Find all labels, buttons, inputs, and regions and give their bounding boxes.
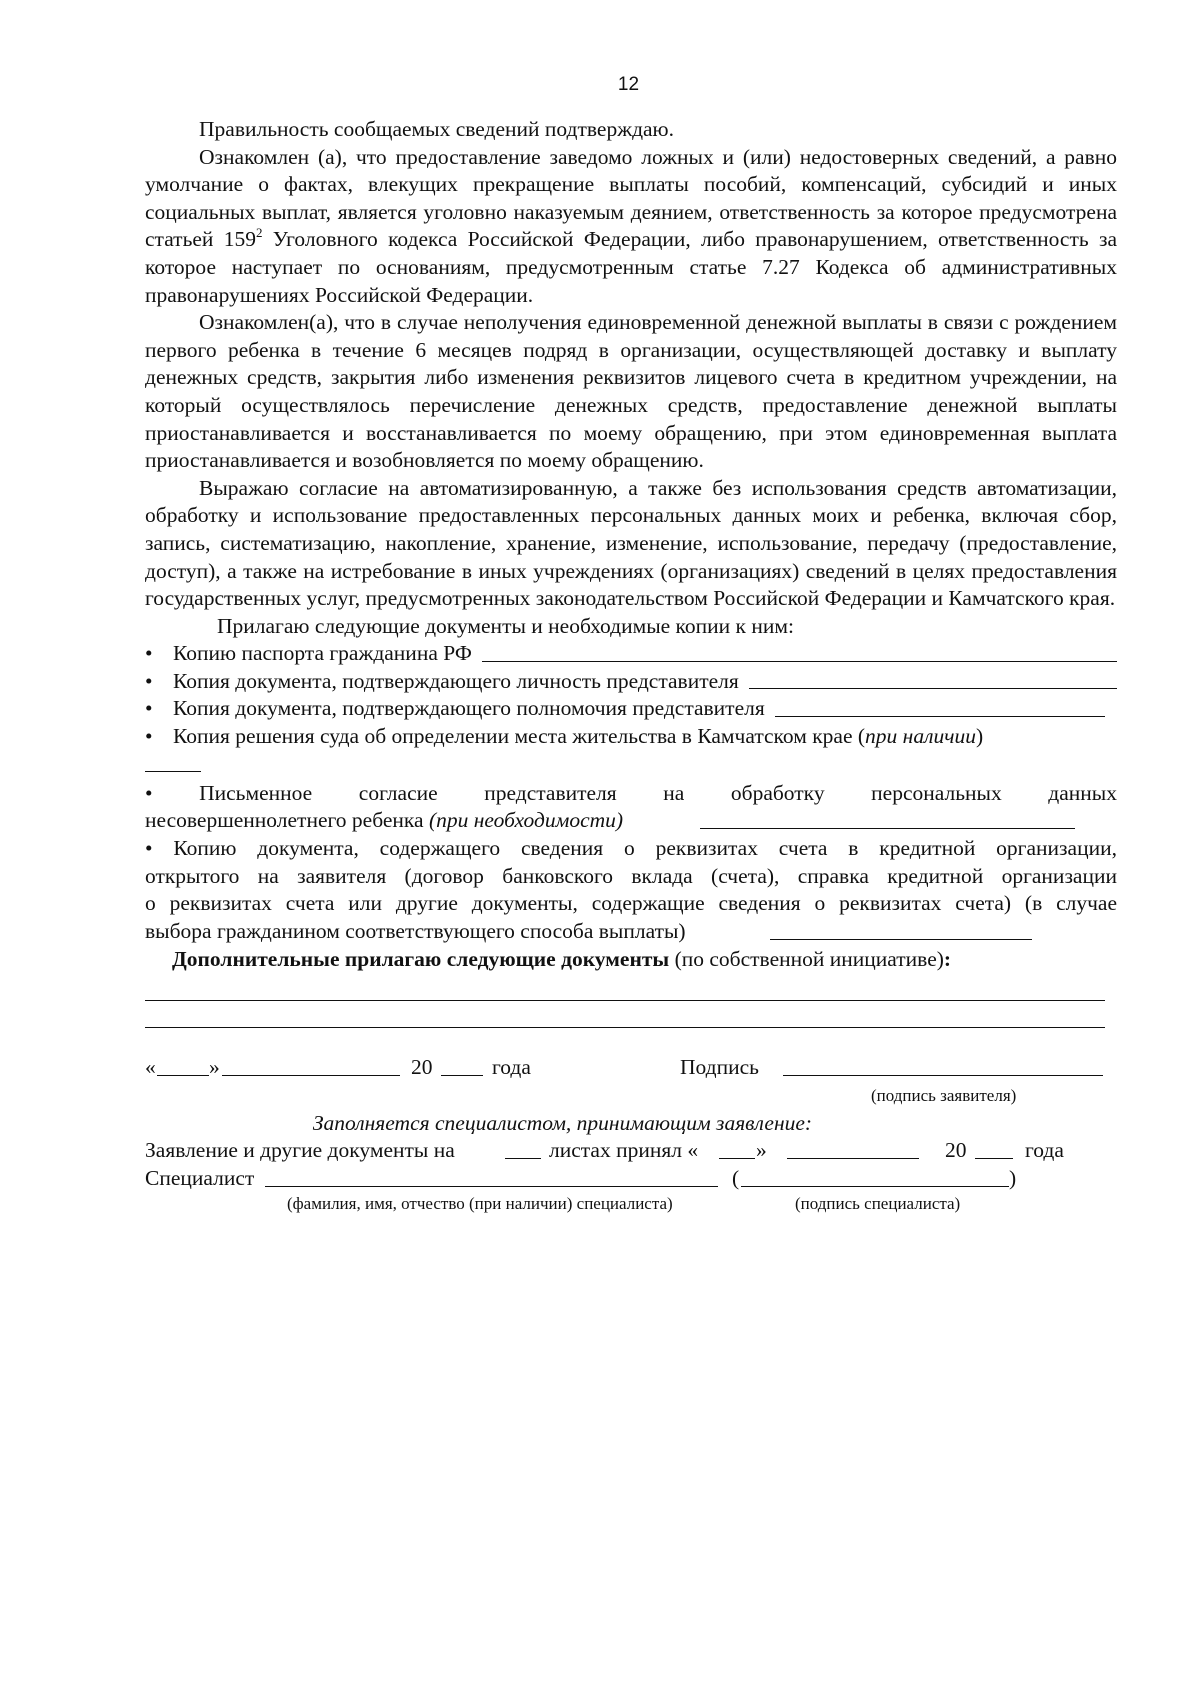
court-decision-italic: при наличии <box>865 724 976 749</box>
attachment-item-representative-id <box>145 668 1117 696</box>
blank-field[interactable] <box>700 810 1075 829</box>
specialist-notes-row <box>145 1193 1117 1217</box>
attachment-label: Копия документа, подтверждающего личность представителя <box>173 668 739 693</box>
accepted-year-suffix: года <box>1025 1138 1064 1163</box>
liability-paragraph <box>145 144 1117 310</box>
month-field[interactable] <box>222 1057 400 1076</box>
additional-documents-line-2[interactable] <box>145 1001 1105 1028</box>
specialist-name-note: (фамилия, имя, отчество (при наличии) специалиста) <box>287 1194 673 1214</box>
blank-field[interactable] <box>749 687 1117 689</box>
pages-count-field[interactable] <box>505 1140 541 1159</box>
specialist-signature-field[interactable] <box>741 1168 1009 1187</box>
attachment-item-passport <box>145 640 1117 668</box>
attachment-item-bank-details-line3: о реквизитах счета или другие документы, содержащие сведения о реквизитах счета) (в случае <box>145 891 1117 916</box>
applicant-signature-note-row <box>145 1084 1117 1108</box>
accepted-label: листах принял « <box>549 1138 699 1163</box>
court-decision-close: ) <box>975 724 984 749</box>
accepted-month-field[interactable] <box>787 1140 919 1159</box>
year-suffix: года <box>492 1054 531 1079</box>
pages-label: Заявление и другие документы на <box>145 1138 455 1163</box>
accepted-close-quote: » <box>756 1138 767 1163</box>
open-paren: ( <box>732 1166 740 1191</box>
additional-documents-line-1[interactable] <box>145 974 1105 1001</box>
blank-field[interactable] <box>775 715 1105 717</box>
attachment-label: Копию паспорта гражданина РФ <box>173 641 472 666</box>
applicant-signature-row <box>145 1054 1117 1084</box>
year-field[interactable] <box>441 1057 483 1076</box>
day-field[interactable] <box>157 1057 209 1076</box>
additional-normal: (по собственной инициативе) <box>669 947 944 972</box>
attachment-item-bank-details-line2: открытого на заявителя (договор банковского вклада (счета), справка кредитной организации <box>145 863 1117 888</box>
court-decision-text: Копия решения суда об определении места жительства в Камчатском крае ( <box>173 724 866 749</box>
blank-field[interactable] <box>145 751 201 772</box>
attachment-item-written-consent-line1: • Письменное согласие представителя на обработку персональных данных <box>145 780 1117 805</box>
specialist-section-title: Заполняется специалистом, принимающим заявление: <box>312 1110 813 1135</box>
article-superscript: 2 <box>255 225 263 241</box>
consent-paragraph: Выражаю согласие на автоматизированную, а также без использования средств автоматизации, обработку и использование предоставленных персональных данных моих и ребенка, включая сбор, запись, систематизацию, накопление, хранение, изменение, использование, передачу (предоставление, доступ), а также на истребование в иных учреждениях (организациях) сведений в целях предоставления государственных услуг, предусмотренных законодательством Российской Федерации и Камчатского края. <box>145 475 1117 611</box>
bank-details-text: выбора гражданином соответствующего способа выплаты) <box>145 919 686 944</box>
attachment-item-bank-details-line4 <box>145 918 1117 946</box>
confirmation-paragraph: Правильность сообщаемых сведений подтверждаю. <box>199 117 674 141</box>
close-paren: ) <box>1009 1166 1017 1191</box>
consent-text: несовершеннолетнего ребенка <box>145 808 429 833</box>
applicant-signature-note: (подпись заявителя) <box>871 1085 1017 1105</box>
accepted-year-prefix: 20 <box>945 1138 967 1163</box>
applicant-signature-field[interactable] <box>783 1057 1103 1076</box>
document-body <box>145 116 1117 1217</box>
consent-italic: (при необходимости) <box>428 808 624 833</box>
accepted-day-field[interactable] <box>719 1140 755 1159</box>
specialist-signature-note: (подпись специалиста) <box>795 1194 961 1214</box>
attachment-item-court-decision <box>145 723 1117 751</box>
liability-text-a: Ознакомлен (а), что предоставление заведомо ложных и (или) недостоверных сведений, а равно умолчание о фактах, влекущих прекращение выплаты пособий, компенсаций, субсидий и иных социальных выплат, является уголовно наказуемым деянием, ответственность за которое предусмотрена статьей 159 <box>145 144 1117 252</box>
attachment-label: Копия документа, подтверждающего полномочия представителя <box>173 696 765 721</box>
accepted-year-field[interactable] <box>975 1140 1013 1159</box>
attachment-label <box>173 723 983 751</box>
suspension-paragraph: Ознакомлен(а), что в случае неполучения единовременной денежной выплаты в связи с рождением первого ребенка в течение 6 месяцев подряд в организации, осуществляющей доставку и выплату денежных средств, закрытия либо изменения реквизитов лицевого счета в кредитном учреждении, на который осуществлялось перечисление денежных средств, предоставление денежной выплаты приостанавливается и восстанавливается по моему обращению, при этом единовременная выплата приостанавливается и возобновляется по моему обращению. <box>145 310 1117 473</box>
additional-documents-heading <box>172 946 1117 974</box>
specialist-label: Специалист <box>145 1166 255 1191</box>
close-quote: » <box>209 1054 220 1079</box>
blank-field[interactable] <box>770 921 1032 940</box>
bullet-icon: • <box>145 696 153 721</box>
attachment-item-written-consent-line2 <box>145 807 1117 835</box>
attachment-item-representative-authority <box>145 695 1117 723</box>
bullet-icon: • <box>145 668 153 693</box>
additional-colon: : <box>943 947 952 972</box>
bullet-icon: • <box>145 724 153 749</box>
specialist-line-pages <box>145 1137 1117 1165</box>
year-prefix: 20 <box>411 1054 433 1079</box>
open-quote: « <box>145 1054 156 1079</box>
page-number: 12 <box>617 74 640 95</box>
specialist-line-name <box>145 1165 1117 1193</box>
bullet-icon: • <box>145 641 153 666</box>
liability-text-b: Уголовного кодекса Российской Федерации, либо правонарушением, ответственность за которое наступает по основаниям, предусмотренным статье 7.27 Кодекса об административных правонарушениях Российской Федерации. <box>145 227 1117 307</box>
additional-bold: Дополнительные прилагаю следующие документы <box>172 947 670 972</box>
attachments-lead: Прилагаю следующие документы и необходимые копии к ним: <box>217 613 794 638</box>
blank-field[interactable] <box>482 660 1117 662</box>
signature-label: Подпись <box>680 1054 759 1079</box>
attachment-item-bank-details-line1: • Копию документа, содержащего сведения о реквизитах счета в кредитной организации, <box>145 836 1117 861</box>
specialist-name-field[interactable] <box>265 1168 718 1187</box>
